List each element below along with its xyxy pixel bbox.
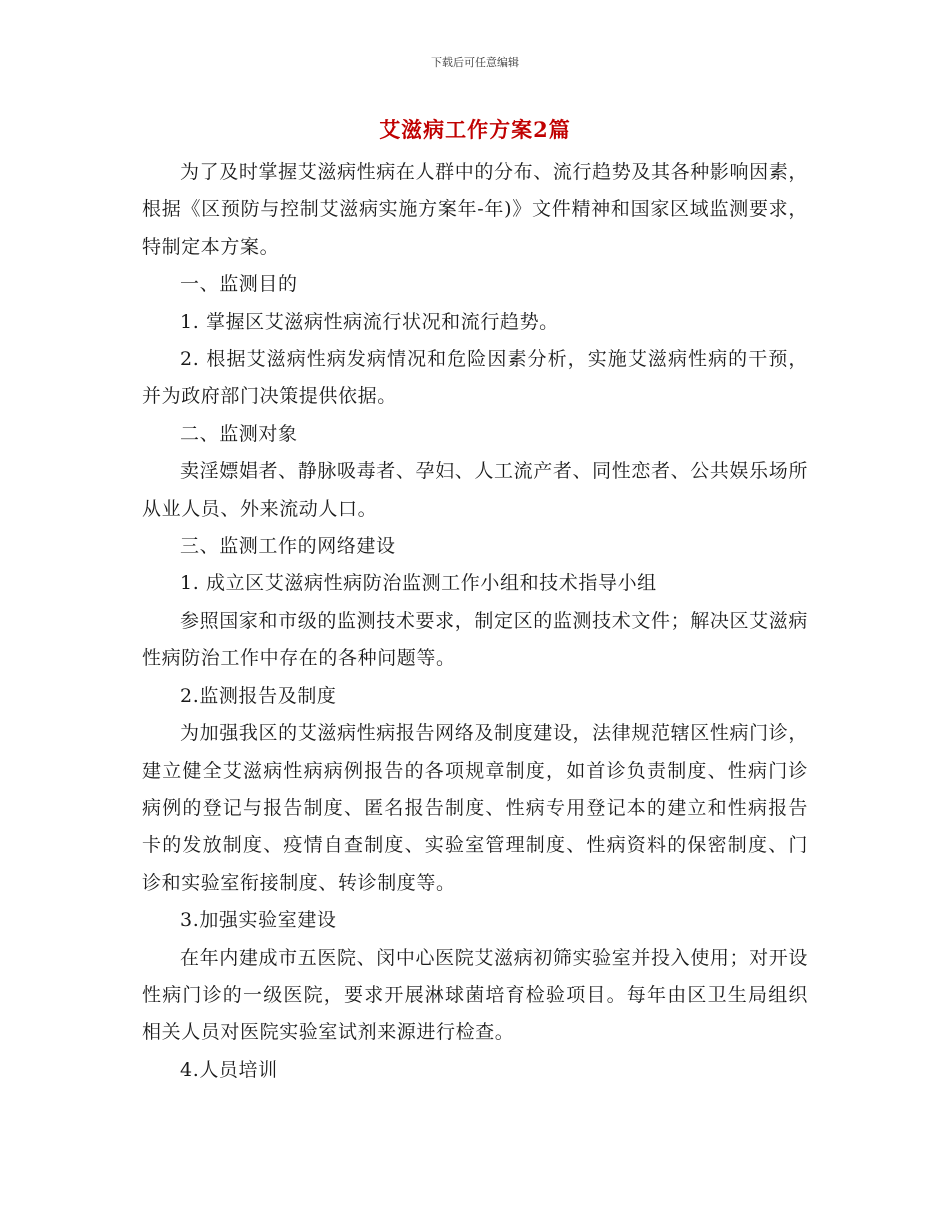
paragraph-laboratory: 在年内建成市五医院、闵中心医院艾滋病初筛实验室并投入使用；对开设性病门诊的一级医院，要求开展淋球菌培育检验项目。每年由区卫生局组织相关人员对医院实验室试剂来源进行检查。 — [142, 946, 808, 1044]
subheading-laboratory: 3.加强实验室建设 — [180, 909, 337, 932]
paragraph-reporting: 为加强我区的艾滋病性病报告网络及制度建设，法律规范辖区性病门诊，建立健全艾滋病性病病例报告的各项规章制度，如首诊负责制度、性病门诊病例的登记与报告制度、匿名报告制度、性病专用登记本的建立和性病报告卡的发放制度、疫情自查制度、实验室管理制度、性病资料的保密制度、门诊和实验室衔接制度、转诊制度等。 — [142, 722, 808, 894]
subheading-training: 4.人员培训 — [180, 1058, 278, 1081]
section-heading-targets: 二、监测对象 — [180, 422, 298, 445]
subheading-working-group: 1. 成立区艾滋病性病防治监测工作小组和技术指导小组 — [180, 572, 657, 595]
paragraph-working-group: 参照国家和市级的监测技术要求，制定区的监测技术文件；解决区艾滋病性病防治工作中存在的各种问题等。 — [142, 609, 808, 670]
page-header: 下载后可任意编辑 — [431, 56, 519, 69]
document-title: 艾滋病工作方案2篇 — [379, 117, 571, 142]
paragraph-intro: 为了及时掌握艾滋病性病在人群中的分布、流行趋势及其各种影响因素，根据《区预防与控制艾滋病实施方案年-年)》文件精神和国家区域监测要求，特制定本方案。 — [142, 161, 808, 258]
subheading-reporting: 2.监测报告及制度 — [180, 684, 337, 707]
list-item-objective-2: 2. 根据艾滋病性病发病情况和危险因素分析，实施艾滋病性病的干预，并为政府部门决策提供依据。 — [142, 348, 808, 408]
paragraph-targets: 卖淫嫖娼者、静脉吸毒者、孕妇、人工流产者、同性恋者、公共娱乐场所从业人员、外来流动人口。 — [142, 460, 808, 520]
section-heading-network: 三、监测工作的网络建设 — [180, 535, 396, 558]
section-heading-objective: 一、监测目的 — [180, 273, 298, 296]
list-item-objective-1: 1. 掌握区艾滋病性病流行状况和流行趋势。 — [180, 310, 559, 333]
document-body — [142, 154, 808, 1089]
